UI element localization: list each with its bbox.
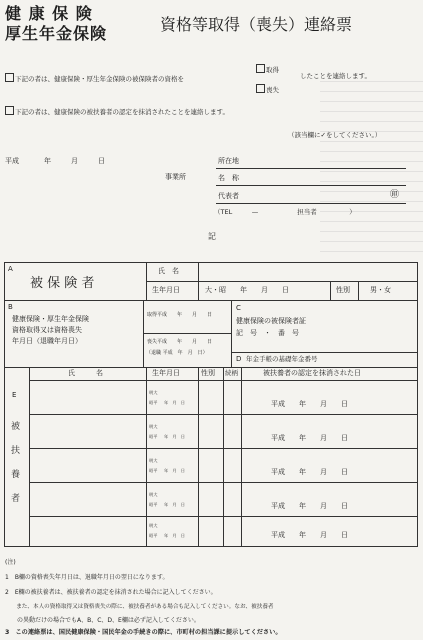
intro-line2-text: 下記の者は、健康保険の被扶養者の認定を抹消されたことを連絡します。	[15, 108, 229, 116]
row1-ymd: 年 月 日	[164, 400, 185, 405]
row3-era2: 昭平	[149, 468, 158, 473]
header-date: 被扶養者の認定を抹消された日	[263, 369, 361, 377]
note-1: 1 B欄の資格喪失年月日は、退職年月日の翌日になります。	[5, 574, 169, 581]
intro-line1-after: したことを連絡します。	[300, 72, 371, 80]
sex-label-a: 性別	[336, 286, 350, 294]
ki-label: 記	[208, 232, 216, 241]
section-e-char3: 養	[11, 470, 21, 480]
header-name: 氏 名	[68, 369, 103, 377]
date-year: 年	[44, 157, 51, 165]
row4-date: 平成 年 月 日	[271, 502, 348, 510]
seal-mark: ㊞	[390, 190, 400, 200]
rep-label: 代表者	[218, 192, 239, 200]
row3-date: 平成 年 月 日	[271, 468, 348, 476]
section-a-title: 被 保 険 者	[30, 276, 95, 291]
note-3: 3 この連絡票は、国民健康保険・国民年金の手続きの際に、市町村の担当課に提示してください。	[5, 629, 282, 636]
intro-line2	[5, 106, 229, 116]
date-era: 平成	[5, 157, 19, 165]
title-line1: 健 康 保 険	[5, 4, 93, 23]
note-2: 2 E欄の被扶養者は、被扶養者の認定を抹消された場合に記入してください。	[5, 589, 217, 596]
row4-era1: 明大	[149, 492, 158, 497]
section-e-letter: E	[12, 391, 17, 399]
opt-lose-label: 喪失	[266, 86, 279, 94]
section-b-line3: 年月日（退職年月日）	[12, 337, 82, 345]
lose-checkbox[interactable]	[256, 84, 265, 93]
section-b-line2: 資格取得又は資格喪失	[12, 326, 82, 334]
row5-ymd: 年 月 日	[164, 533, 185, 538]
intro-line1-text: 下記の者は、健康保険・厚生年金保険の被保険者の資格を	[15, 75, 184, 83]
title-line2: 厚生年金保険	[5, 24, 108, 43]
section-d-text: 年金手帳の基礎年金番号	[246, 355, 318, 363]
section-c-letter: C	[236, 304, 241, 312]
opt-lose[interactable]	[256, 84, 279, 94]
section-b-line1: 健康保険・厚生年金保険	[12, 315, 89, 323]
row1-date: 平成 年 月 日	[271, 400, 348, 408]
section-a-letter: A	[8, 265, 13, 273]
row4-ymd: 年 月 日	[164, 502, 185, 507]
section-c-line2: 記 号 ・ 番 号	[236, 329, 299, 337]
opt-acquire-label: 取得	[266, 66, 279, 74]
date-day: 日	[98, 157, 105, 165]
note-2c: の異動だけの場合でもA、B、C、D、E欄は必ず記入してください。	[5, 617, 200, 624]
row2-ymd: 年 月 日	[164, 434, 185, 439]
row2-era2: 昭平	[149, 434, 158, 439]
date-month: 月	[71, 157, 78, 165]
notes-head: (注)	[5, 559, 16, 566]
dob-value-a: 大・昭 年 月 日	[205, 286, 289, 294]
row5-era2: 昭平	[149, 533, 158, 538]
section-d-letter: D	[236, 355, 242, 363]
office-label: 事業所	[165, 173, 186, 181]
note-2b: また、本人の資格取得又は資格喪失の際に、被扶養者がある場合も記入してください。なお、被扶養者	[5, 604, 274, 610]
intro-line1	[5, 73, 184, 83]
header-sex: 性別	[201, 369, 215, 377]
section-e-char1: 被	[11, 422, 21, 432]
background-strip	[320, 72, 423, 252]
row4-era2: 昭平	[149, 502, 158, 507]
check-note: （該当欄に✓をしてください。）	[288, 131, 382, 139]
section-e-char2: 扶	[11, 446, 21, 456]
address-label: 所在地	[218, 157, 239, 165]
opt-acquire[interactable]	[256, 64, 279, 74]
tel-line: （TEL — 担当者 ）	[214, 208, 356, 216]
row1-era2: 昭平	[149, 400, 158, 405]
acquire-lose-checkbox[interactable]	[5, 73, 14, 82]
section-b-letter: B	[8, 303, 13, 311]
name-label: 名 称	[218, 174, 239, 182]
header-dob: 生年月日	[152, 369, 180, 377]
row3-ymd: 年 月 日	[164, 468, 185, 473]
row1-era1: 明大	[149, 390, 158, 395]
row2-date: 平成 年 月 日	[271, 434, 348, 442]
retire-date: （退職 平成 年 月 日）	[146, 350, 208, 356]
acquire-date: 取得平成 年 月 日	[147, 312, 213, 318]
lose-date: 喪失平成 年 月 日	[147, 339, 213, 345]
main-table	[4, 262, 418, 547]
form-title: 資格等取得（喪失）連絡票	[160, 15, 353, 34]
sex-value-a: 男・女	[370, 286, 391, 294]
dependent-checkbox[interactable]	[5, 106, 14, 115]
row5-era1: 明大	[149, 523, 158, 528]
section-c-line1: 健康保険の被保険者証	[236, 317, 306, 325]
row3-era1: 明大	[149, 458, 158, 463]
section-e-char4: 者	[11, 494, 21, 504]
dob-label-a: 生年月日	[152, 286, 180, 294]
row5-date: 平成 年 月 日	[271, 531, 348, 539]
name-label-a: 氏 名	[158, 267, 179, 275]
row2-era1: 明大	[149, 424, 158, 429]
acquire-checkbox[interactable]	[256, 64, 265, 73]
header-relation: 続柄	[225, 369, 238, 377]
